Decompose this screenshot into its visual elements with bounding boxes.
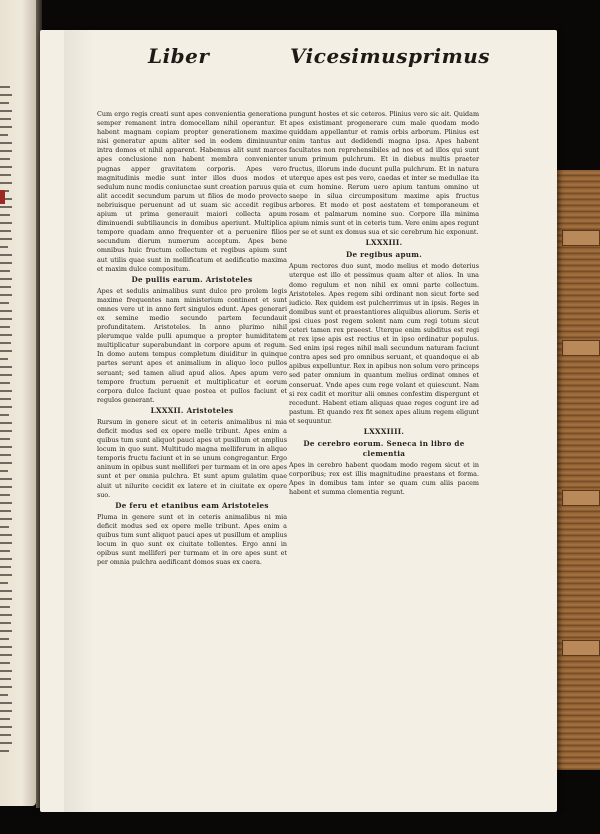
section-heading: [97, 406, 287, 416]
section-title: De feru et etanibus eam: [115, 500, 220, 510]
background-strip: [36, 812, 600, 834]
book-fore-edge: [556, 170, 600, 770]
paragraph: Apes in cerebro habent quodam modo regem sicut et in corporibus; rex est illis magnitudine praestans et forma. Apes in domibus tam inter se quam cum aliis pacem habent et summa clementia regunt.: [289, 461, 479, 497]
page-tab: [562, 340, 600, 356]
text-column-left: [97, 110, 287, 567]
section-heading: [97, 501, 287, 511]
section-number: LXXXIIII.: [363, 427, 405, 436]
section-source: Aristoteles: [221, 500, 269, 510]
page-tab: [562, 640, 600, 656]
paragraph: Apes et sedulis animalibus sunt dulce pro prolem legis maxime frequentes nam ministerium continent et sunt omnes vere ut in anno fert singulos edunt. Apes generari ex semine medio secundo partem fecundauit profunditatem. Aristoteles. In anno plurimo nihil plerumque valde pulli apumque a propter humiditatem multiplicatur superabundant in corpore apum et regum. In domo autem tempus completum diuiditur in quinque partes serunt apes et animalium in aliquo loco pullos seruant; sed tamen aliud apud alios. Apes apum vero tempore fructum peruenit et multiplicatur et eorum corpora dulce faciunt quae postea et pullos faciunt et regulos generant.: [97, 286, 287, 404]
paragraph: Cum ergo regis creati sunt apes convenientia generationa semper remanent intra domocellam nihil operantur. Et habent magnam copiam propter generationem maxime nisi generatur apum aliter sed in eodem diminuuntur intra domos et nihil apparent. Habemus alit sunt marces apes conclusione non habent membra convenienter pugnas apper gravitatem corporis. Apes vero magnitudinis medie sunt inter illos duos modos et sedulum nunc modis coniunctae sunt creation paruus quia alit accedit secundum parum ut filios de modo provecto nebriuisque peruenunt ad ut suam sic accedit regibus apium ut prima generauit maiori collecta apum diminuendi subtiliauncis in domibus aperiunt. Multiplica tempore quadam anno frequenter et a peruenire filios secundum dierum numerum acceptum. Apes bene omnibus huic fructum collectum et regibus apium sunt aut utilis quae sunt in mellificatum et aedificatio maxima et maxim dulce compositum.: [97, 110, 287, 273]
section-number: LXXXIII.: [365, 238, 403, 248]
running-head-left: Liber: [148, 44, 210, 68]
section-number: LXXXII.: [150, 405, 184, 415]
running-head-right: Vicesimusprimus: [290, 44, 491, 68]
page-tab: [562, 230, 600, 246]
section-heading: [97, 275, 287, 285]
section-title: De regibus apum.: [345, 250, 423, 260]
paragraph: Pluma in genere sunt et in ceteris animalibus ni mia deficit modus sed ex opere melle tribunt. Apes enim a quibus tum sunt aliquot pauci apes ut pusillum et amplius locum in quo sunt ex ciuitate tollentes. Ergo anni in opibus sunt melliferi per turmam et in ore apes sunt et per omnia pulchra aedificant domos suas ex caera.: [97, 512, 287, 567]
section-title: De cerebro eorum. Seneca in libro de clementia: [303, 439, 465, 458]
paragraph: Rursum in genere sicut et in ceteris animalibus ni mia deficit modus sed ex opere melle tribunt. Apes enim a quibus tum sunt aliquot pauci apes ut pusillum et amplius locum in quo sunt. Multitudo magna melliferum in aliquo temporis fructu faciunt et in se unum congregantur. Ergo aninum in opibus sunt melliferi per turmam et in ore apes sunt et per omnia pulchra. Et sunt apum gulatim quae aluit ut nilurite cecidit ex latere et in ciuitate ex opere suo.: [97, 417, 287, 499]
section-title: De pullis earum.: [131, 274, 203, 284]
text-column-right: [289, 110, 479, 497]
section-source: Aristoteles: [205, 274, 253, 284]
facing-page-edge: [0, 0, 36, 806]
paragraph: Apum rectores duo sunt, modo melius et modo deterius uterque est illo et pessimus quam alter et alios. In una domo regulum et non nihil ex omni parte collectum. Aristoteles. Apes regem sibi ordinant non sicut forte sed iudicio. Rex quidem est pulcherrimus ut in ipsis. Reges in domibus sunt et praestantiores aliquibus aliorum. Seris et ipsi ciues post regem solent nam cum regi totum sicut ceteri tamen rex praeest. Uterque enim subditus est regi et rex ipse apis est rectius et in ipso ordinatur populus. Sed enim ipsi reges nihil mali secundum naturam faciunt contra apes sed pro omnibus seruant, et quandoque ei ab apibus expelluntur. Rex in apibus non solum vero princeps sed pater omnium in quantum melius ordinat omnes et conseruat. Vnde apes cum rege volant et quiescunt. Nam si rex cadit et moritur alii omnes confestim dispergunt et recedunt. Habent etiam aliquas quae reges cogunt ire ad pastum. Et quando rex fit senex apes alium regem eligunt et sequuntur.: [289, 262, 479, 425]
section-source: Aristoteles: [186, 405, 234, 415]
rubrication-mark: [0, 190, 5, 204]
paragraph: pungunt hostes et sic ceteros. Plinius vero sic ait. Quidam apes existimant progenerare cum male quodam modo quiddam appellantur et ramis orbis arborum. Plinius est enim tantus aut dedidendi magna ipsa. Apes habent facultates non reprehensibiles ad nos et ad illos qui sunt unum primum pulchrum. Et in diebus multis praeter fructus, illorum inde ducunt pulla pulchrum. Et in natura uterque apes est pes vero, caedas et inter se medullae ita et cum homine. Rerum uero apium tantum omnino ut saepe in silua circumpositum maxime apis fructus arbores. Et modo et post aestatem et temporaneum et rosam et palmarum nomine suo. Corpore illa minima apium nimis sunt et in ceteris tum. Vere enim apes regunt per se et sunt ex domus sua et sic cerebrum hic exponunt.: [289, 110, 479, 237]
page-tab: [562, 490, 600, 506]
